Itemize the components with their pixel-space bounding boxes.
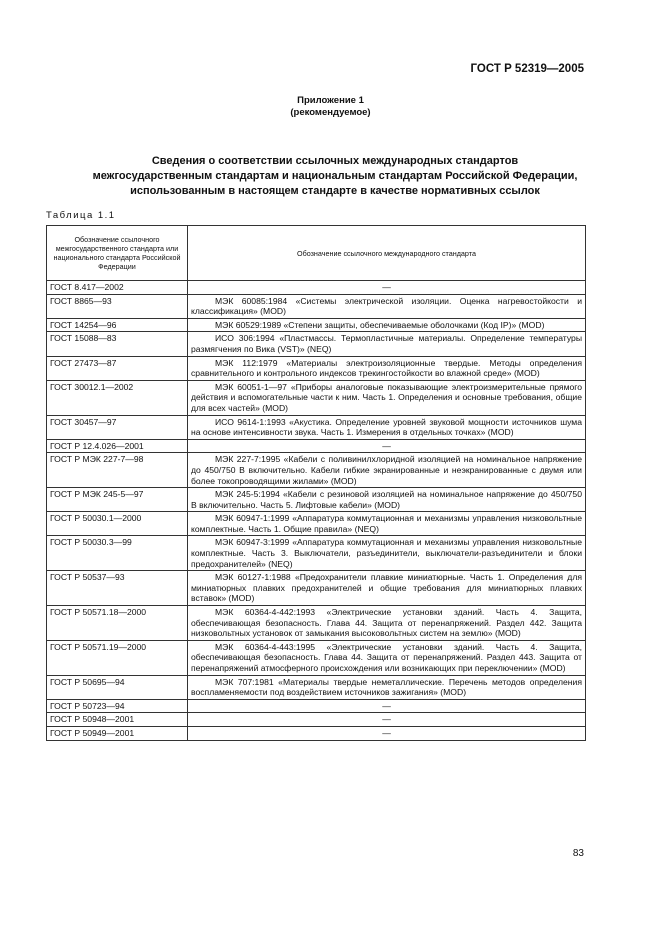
national-standard-code: ГОСТ Р МЭК 227-7—98 [47, 453, 188, 488]
national-standard-code: ГОСТ Р МЭК 245-5—97 [47, 488, 188, 512]
national-standard-code: ГОСТ 27473—87 [47, 356, 188, 380]
international-standard-description: МЭК 245-5:1994 «Кабели с резиновой изоляцией на номинальное напряжение до 450/750 В включительно. Часть 5. Лифтовые кабели» (MOD) [188, 488, 586, 512]
international-standard-description: — [188, 699, 586, 713]
appendix-subtitle: (рекомендуемое) [290, 107, 371, 118]
section-heading [40, 154, 630, 199]
table-row [47, 713, 586, 727]
national-standard-code: ГОСТ Р 50537—93 [47, 571, 188, 606]
national-standard-code: ГОСТ Р 50695—94 [47, 675, 188, 699]
international-standard-description: МЭК 60947-3:1999 «Аппаратура коммутационная и механизмы управления низковольтные комплектные. Часть 3. Выключатели, разъединители, выключатели-разъединители и блоки предохранителей» (NEQ) [188, 536, 586, 571]
national-standard-code: ГОСТ Р 12.4.026—2001 [47, 439, 188, 453]
table-row [47, 281, 586, 295]
national-standard-code: ГОСТ Р 50571.18—2000 [47, 606, 188, 641]
table-row [47, 536, 586, 571]
table-row [47, 318, 586, 332]
section-heading-line-3: использованным в настоящем стандарте в качестве нормативных ссылок [130, 185, 540, 197]
national-standard-code: ГОСТ Р 50723—94 [47, 699, 188, 713]
international-standard-description: МЭК 60127-1:1988 «Предохранители плавкие миниатюрные. Часть 1. Определения для миниатюрных плавких предохранителей и общие требования для миниатюрных плавких вставок» (MOD) [188, 571, 586, 606]
table-row [47, 571, 586, 606]
international-standard-description: МЭК 60085:1984 «Системы электрической изоляции. Оценка нагревостойкости и классификация» (MOD) [188, 294, 586, 318]
table-row [47, 726, 586, 740]
international-standard-description: ИСО 306:1994 «Пластмассы. Термопластичные материалы. Определение температуры размягчения по Вика (VST)» (NEQ) [188, 332, 586, 356]
table-row [47, 512, 586, 536]
international-standard-description: МЭК 227-7:1995 «Кабели с поливинилхлоридной изоляцией на номинальное напряжение до 450/750 В включительно. Кабели гибкие экранированные и неэкранированные с двумя или более токопроводящими жилами» (MOD) [188, 453, 586, 488]
international-standard-description: МЭК 60364-4-443:1995 «Электрические установки зданий. Часть 4. Защита, обеспечивающая безопасность. Глава 44. Защита от перенапряжений. Раздел 443. Защита от перенапряжений атмосферного происхождения или возникающих при переключении» (MOD) [188, 640, 586, 675]
table-body [47, 281, 586, 741]
national-standard-code: ГОСТ 30012.1—2002 [47, 380, 188, 415]
national-standard-code: ГОСТ Р 50948—2001 [47, 713, 188, 727]
international-standard-description: — [188, 281, 586, 295]
standards-correspondence-table [46, 225, 586, 741]
national-standard-code: ГОСТ Р 50030.1—2000 [47, 512, 188, 536]
table-row [47, 439, 586, 453]
column-header-international-standard: Обозначение ссылочного международного стандарта [188, 226, 586, 281]
table-row [47, 332, 586, 356]
table-row [47, 294, 586, 318]
appendix-title: Приложение 1 [297, 95, 364, 106]
document-code: ГОСТ Р 52319—2005 [470, 63, 584, 75]
table-row [47, 675, 586, 699]
table-header-row [47, 226, 586, 281]
international-standard-description: МЭК 60529:1989 «Степени защиты, обеспечиваемые оболочками (Код IP)» (MOD) [188, 318, 586, 332]
table-label: Таблица 1.1 [46, 210, 116, 221]
national-standard-code: ГОСТ 15088—83 [47, 332, 188, 356]
table-row [47, 606, 586, 641]
national-standard-code: ГОСТ 30457—97 [47, 415, 188, 439]
table-row [47, 380, 586, 415]
international-standard-description: МЭК 707:1981 «Материалы твердые неметаллические. Перечень методов определения воспламеняемости под воздействием источников зажигания» (MOD) [188, 675, 586, 699]
section-heading-line-1: Сведения о соответствии ссылочных международных стандартов [151, 155, 519, 167]
international-standard-description: — [188, 726, 586, 740]
table-row [47, 488, 586, 512]
international-standard-description: — [188, 439, 586, 453]
national-standard-code: ГОСТ Р 50949—2001 [47, 726, 188, 740]
international-standard-description: ИСО 9614-1:1993 «Акустика. Определение уровней звуковой мощности источников шума на основе интенсивности звука. Часть 1. Измерения в отдельных точках» (MOD) [188, 415, 586, 439]
section-heading-line-2: межгосударственным стандартам и национальным стандартам Российской Федерации, [92, 170, 578, 182]
international-standard-description: МЭК 60364-4-442:1993 «Электрические установки зданий. Часть 4. Защита, обеспечивающая безопасность. Глава 44. Защита от перенапряжений. Раздел 442. Защита низковольтных установок от замыкания высоковольтных систем на землю» (MOD) [188, 606, 586, 641]
national-standard-code: ГОСТ 8865—93 [47, 294, 188, 318]
international-standard-description: МЭК 60051-1—97 «Приборы аналоговые показывающие электроизмерительные прямого действия и вспомогательные части к ним. Часть 1. Определения и основные требования, общие для всех частей» (MOD) [188, 380, 586, 415]
international-standard-description: МЭК 60947-1:1999 «Аппаратура коммутационная и механизмы управления низковольтные комплектные. Часть 1. Общие правила» (NEQ) [188, 512, 586, 536]
page-number: 83 [572, 848, 584, 859]
international-standard-description: МЭК 112:1979 «Материалы электроизоляционные твердые. Методы определения сравнительного и контрольного индексов трекингостойкости во влажной среде» (MOD) [188, 356, 586, 380]
international-standard-description: — [188, 713, 586, 727]
table-row [47, 415, 586, 439]
national-standard-code: ГОСТ Р 50571.19—2000 [47, 640, 188, 675]
table-row [47, 640, 586, 675]
national-standard-code: ГОСТ 8.417—2002 [47, 281, 188, 295]
appendix-heading [0, 95, 661, 119]
table-row [47, 699, 586, 713]
national-standard-code: ГОСТ Р 50030.3—99 [47, 536, 188, 571]
table-row [47, 356, 586, 380]
table-row [47, 453, 586, 488]
column-header-national-standard: Обозначение ссылочного межгосударственного стандарта или национального стандарта Российской Федерации [47, 226, 188, 281]
national-standard-code: ГОСТ 14254—96 [47, 318, 188, 332]
